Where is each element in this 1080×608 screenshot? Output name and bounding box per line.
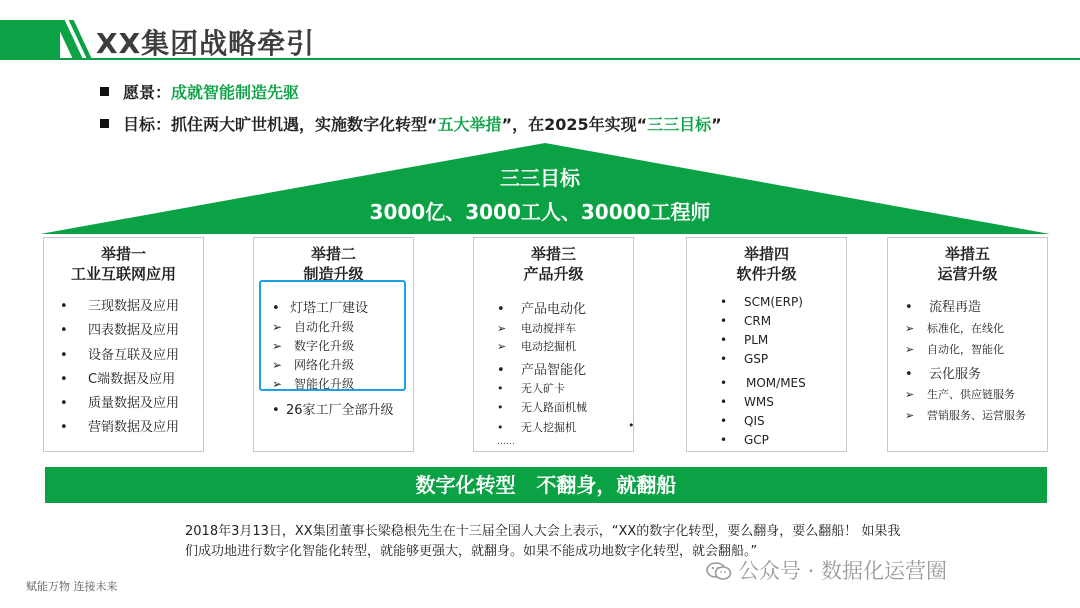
dot-icon: • bbox=[497, 421, 504, 434]
list-item: • GSP bbox=[720, 352, 769, 366]
dot-icon: • bbox=[272, 301, 280, 316]
dot-icon: • bbox=[905, 300, 913, 315]
dot-icon: • bbox=[497, 401, 504, 414]
dot-icon: • bbox=[720, 352, 728, 366]
list-item: ➢ 智能化升级 bbox=[272, 377, 355, 391]
arrow-icon: ➢ bbox=[272, 320, 283, 334]
square-bullet-icon bbox=[100, 119, 109, 128]
pillar-3-subtitle: 产品升级 bbox=[523, 265, 584, 283]
foundation-banner: 数字化转型 不翻身，就翻船 bbox=[45, 467, 1047, 503]
goal-text-2: ”，在2025年实现“ bbox=[501, 115, 648, 134]
dot-icon: • bbox=[60, 348, 68, 363]
list-item: • CRM bbox=[720, 314, 772, 328]
vision-line bbox=[100, 80, 299, 103]
list-item: ➢ 营销服务、运营服务 bbox=[905, 409, 1026, 422]
dot-icon: • bbox=[60, 323, 68, 338]
goal-highlight-five-measures: 五大举措 bbox=[437, 115, 502, 134]
arrow-icon: ➢ bbox=[497, 322, 507, 335]
pillar-5-title: 举措五 bbox=[944, 245, 990, 263]
roof-subtitle: 3000亿、3000工人、30000工程师 bbox=[369, 200, 711, 224]
wechat-icon bbox=[706, 561, 732, 581]
list-item: • 产品电动化 bbox=[497, 302, 587, 317]
dot-icon: • bbox=[720, 333, 728, 347]
pillar-4-title: 举措四 bbox=[743, 245, 789, 263]
vision-label: 愿景： bbox=[123, 83, 172, 102]
pillar-2-title: 举措二 bbox=[310, 245, 356, 263]
list-item: ➢ 电动搅拌车 bbox=[497, 322, 576, 335]
arrow-icon: ➢ bbox=[497, 340, 507, 353]
stray-dot-icon: • bbox=[628, 419, 635, 432]
dot-icon: • bbox=[720, 395, 728, 409]
arrow-icon: ➢ bbox=[272, 358, 283, 372]
dot-icon: • bbox=[60, 372, 68, 387]
list-item: • QIS bbox=[720, 414, 765, 428]
pillar-1-subtitle: 工业互联网应用 bbox=[70, 265, 176, 283]
pillar-2-subtitle: 制造升级 bbox=[303, 265, 364, 283]
highlight-box bbox=[259, 280, 406, 391]
list-item: • 营销数据及应用 bbox=[60, 420, 180, 435]
goal-text-3: ” bbox=[711, 115, 722, 134]
vision-value: 成就智能制造先驱 bbox=[171, 83, 300, 102]
roof-title: 三三目标 bbox=[500, 166, 580, 190]
arrow-icon: ➢ bbox=[905, 388, 915, 401]
list-item: • GCP bbox=[720, 433, 769, 447]
list-item: • SCM(ERP) bbox=[720, 295, 803, 309]
arrow-icon: ➢ bbox=[272, 339, 283, 353]
list-item: ➢ 自动化升级 bbox=[272, 320, 355, 334]
list-item: ➢ 标准化，在线化 bbox=[905, 322, 1004, 335]
footer-slogan: 赋能万物 连接未来 bbox=[26, 580, 118, 593]
dot-icon: • bbox=[60, 420, 68, 435]
pillar-5-subtitle: 运营升级 bbox=[937, 265, 998, 283]
dot-icon: • bbox=[497, 302, 505, 317]
list-item: • 26家工厂全部升级 bbox=[272, 403, 394, 418]
dot-icon: • bbox=[720, 414, 728, 428]
square-bullet-icon bbox=[100, 87, 109, 96]
dot-icon: • bbox=[720, 433, 728, 447]
pillar-3-title: 举措三 bbox=[530, 245, 576, 263]
dot-icon: • bbox=[720, 314, 728, 328]
list-item: • 设备互联及应用 bbox=[60, 348, 180, 363]
arrow-icon: ➢ bbox=[905, 409, 915, 422]
goal-text-1: 抓住两大旷世机遇，实施数字化转型“ bbox=[171, 115, 438, 134]
arrow-icon: ➢ bbox=[905, 322, 915, 335]
list-item: • 灯塔工厂建设 bbox=[272, 301, 369, 316]
dot-icon: • bbox=[720, 376, 728, 390]
dot-icon: • bbox=[497, 363, 505, 378]
list-item: • 无人挖掘机 bbox=[497, 421, 576, 434]
list-item: • WMS bbox=[720, 395, 774, 409]
list-item: ➢ 生产、供应链服务 bbox=[905, 388, 1015, 401]
list-item: • 三现数据及应用 bbox=[60, 299, 180, 314]
list-item: • 云化服务 bbox=[905, 367, 982, 382]
list-item: • 无人矿卡 bbox=[497, 382, 565, 395]
dot-icon: • bbox=[272, 403, 280, 418]
list-item: • 无人路面机械 bbox=[497, 401, 587, 414]
header-accent-bar bbox=[0, 20, 60, 60]
list-item: • MOM/MES bbox=[720, 376, 806, 390]
list-item-ellipsis: …… bbox=[497, 437, 515, 447]
list-item: ➢ 数字化升级 bbox=[272, 339, 355, 353]
arrow-icon: ➢ bbox=[905, 343, 915, 356]
dot-icon: • bbox=[720, 295, 728, 309]
watermark-text: 公众号 · 数据化运营圈 bbox=[738, 559, 948, 583]
goal-line bbox=[100, 112, 722, 135]
list-item: • C端数据及应用 bbox=[60, 372, 176, 387]
watermark bbox=[706, 555, 947, 585]
list-item: ➢ 网络化升级 bbox=[272, 358, 355, 372]
list-item: • PLM bbox=[720, 333, 769, 347]
dot-icon: • bbox=[60, 299, 68, 314]
chairman-quote: 2018年3月13日，XX集团董事长梁稳根先生在十三届全国人大会上表示，“XX的数字化转型，要么翻身，要么翻船！ 如果我们成功地进行数字化智能化转型，就能够更强大，就翻身。如果不能成功地数字化转型，就会翻船。” bbox=[185, 524, 901, 559]
dot-icon: • bbox=[60, 396, 68, 411]
list-item: • 流程再造 bbox=[905, 300, 982, 315]
pillar-4-subtitle: 软件升级 bbox=[736, 265, 797, 283]
arrow-icon: ➢ bbox=[272, 377, 283, 391]
list-item: • 四表数据及应用 bbox=[60, 323, 180, 338]
dot-icon: • bbox=[905, 367, 913, 382]
list-item: • 质量数据及应用 bbox=[60, 396, 180, 411]
page-title: XX集团战略牵引 bbox=[96, 27, 316, 60]
list-item: ➢ 自动化，智能化 bbox=[905, 343, 1004, 356]
goal-highlight-three-targets: 三三目标 bbox=[647, 115, 712, 134]
dot-icon: • bbox=[497, 382, 504, 395]
goal-label: 目标： bbox=[123, 115, 172, 134]
list-item: ➢ 电动挖掘机 bbox=[497, 340, 576, 353]
list-item: • 产品智能化 bbox=[497, 363, 587, 378]
pillar-1-title: 举措一 bbox=[100, 245, 146, 263]
